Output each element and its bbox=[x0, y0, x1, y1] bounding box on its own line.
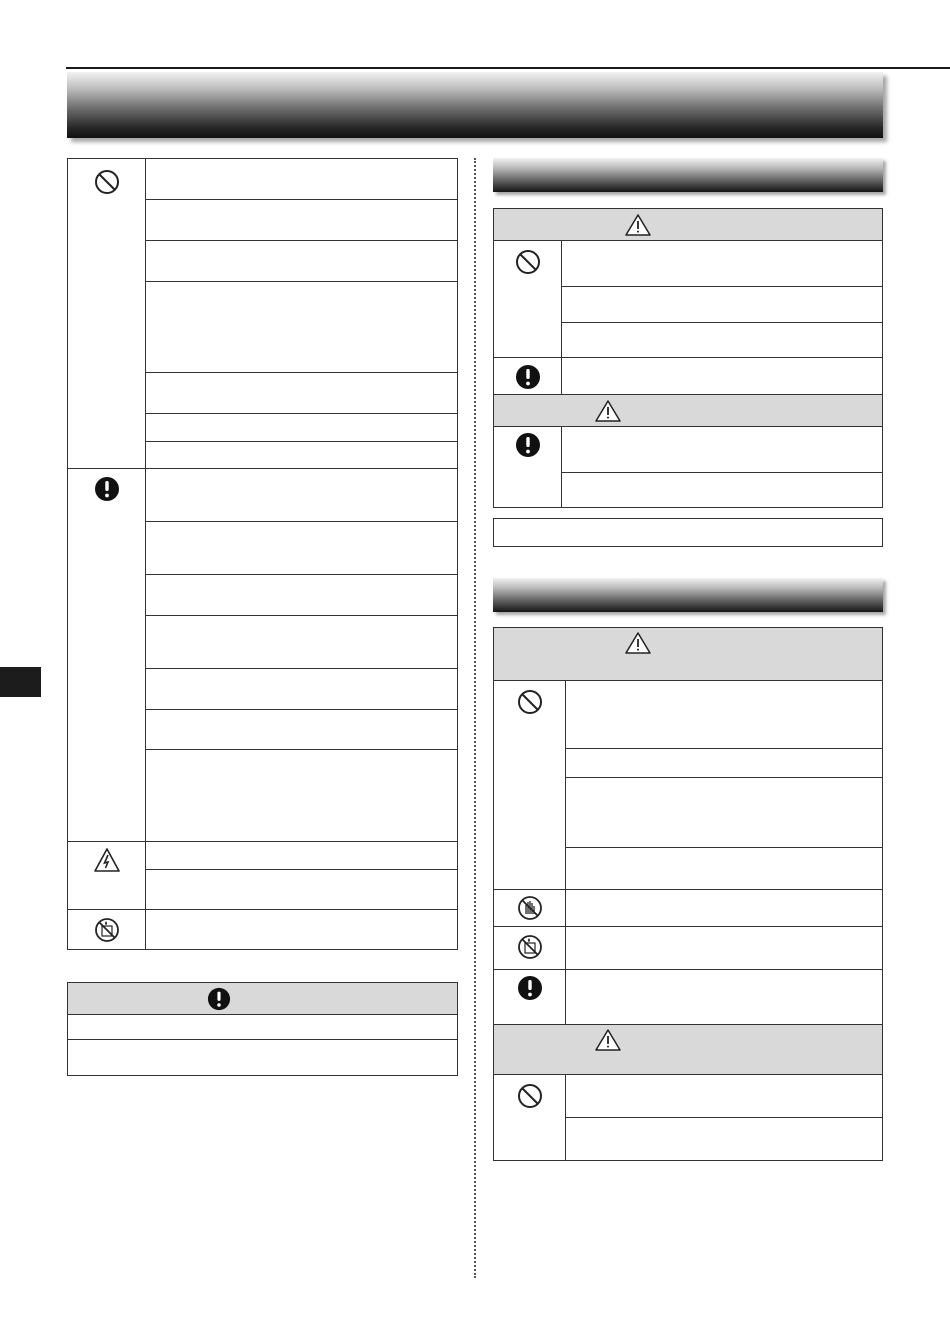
prohibition-circle-icon bbox=[517, 1083, 543, 1109]
warning-triangle-icon bbox=[625, 213, 651, 237]
icon-cell bbox=[494, 681, 566, 889]
table-row bbox=[146, 616, 457, 669]
prohibition-group bbox=[494, 241, 882, 358]
no-water-group bbox=[494, 927, 882, 970]
prohibition-circle-icon bbox=[517, 689, 543, 715]
no-water-group bbox=[68, 910, 457, 949]
prohibition-group bbox=[68, 159, 457, 469]
left-notice-table bbox=[67, 982, 458, 1076]
electric-shock-icon bbox=[94, 847, 120, 873]
table-row bbox=[146, 442, 457, 469]
exclamation-circle-icon bbox=[517, 975, 543, 1001]
table-row bbox=[146, 469, 457, 522]
table-row bbox=[566, 1118, 882, 1160]
icon-cell bbox=[494, 890, 566, 926]
table-row bbox=[566, 1075, 882, 1118]
table-row bbox=[562, 323, 882, 358]
right-table-2 bbox=[493, 627, 883, 1161]
mandatory-group bbox=[68, 469, 457, 842]
icon-cell bbox=[494, 927, 566, 969]
table-row bbox=[146, 414, 457, 442]
table-row bbox=[566, 681, 882, 749]
icon-cell bbox=[494, 1075, 566, 1160]
icon-cell bbox=[494, 970, 566, 1024]
caution-header bbox=[494, 1025, 882, 1075]
table-row bbox=[146, 575, 457, 616]
table-row bbox=[146, 710, 457, 750]
table-row bbox=[562, 473, 882, 507]
table-row bbox=[146, 522, 457, 575]
icon-cell bbox=[494, 241, 562, 357]
table-row bbox=[146, 200, 457, 241]
icon-cell bbox=[68, 469, 146, 841]
warning-triangle-icon bbox=[625, 631, 651, 655]
page-title-bar bbox=[67, 72, 883, 138]
caution-header bbox=[494, 395, 882, 427]
left-safety-table bbox=[67, 158, 458, 950]
no-wet-hands-icon bbox=[517, 895, 543, 921]
table-row bbox=[562, 287, 882, 323]
no-water-icon bbox=[517, 934, 543, 960]
icon-cell bbox=[68, 910, 146, 949]
chapter-tab bbox=[0, 667, 41, 697]
no-water-icon bbox=[94, 917, 120, 943]
right-table-1 bbox=[493, 208, 883, 508]
table-row bbox=[562, 241, 882, 287]
warning-triangle-icon bbox=[595, 399, 621, 423]
table-row bbox=[68, 1040, 457, 1075]
table-row bbox=[566, 749, 882, 778]
exclamation-circle-icon bbox=[515, 432, 541, 458]
table-row bbox=[146, 282, 457, 373]
top-rule bbox=[66, 67, 950, 69]
table-row bbox=[68, 1015, 457, 1040]
table-row bbox=[566, 848, 882, 890]
right-note-box bbox=[493, 518, 883, 547]
table-row bbox=[146, 842, 457, 870]
electric-group bbox=[68, 842, 457, 910]
mandatory-group bbox=[494, 427, 882, 507]
caution-header bbox=[494, 209, 882, 241]
exclamation-circle-icon bbox=[94, 476, 120, 502]
column-divider bbox=[474, 158, 476, 1278]
table-row bbox=[146, 159, 457, 200]
icon-cell bbox=[68, 159, 146, 468]
prohibition-group bbox=[494, 1075, 882, 1160]
section-heading-bar bbox=[493, 158, 883, 192]
icon-cell bbox=[494, 427, 562, 507]
exclamation-circle-icon bbox=[515, 364, 541, 390]
no-touch-group bbox=[494, 890, 882, 927]
prohibition-group bbox=[494, 681, 882, 890]
mandatory-group bbox=[494, 970, 882, 1025]
table-row bbox=[146, 241, 457, 282]
table-row bbox=[562, 427, 882, 473]
prohibition-circle-icon bbox=[94, 169, 120, 195]
mandatory-group bbox=[494, 358, 882, 395]
exclamation-circle-icon bbox=[207, 987, 231, 1011]
icon-cell bbox=[494, 358, 562, 394]
table-row bbox=[146, 750, 457, 842]
table-row bbox=[146, 373, 457, 414]
section-heading-bar bbox=[493, 578, 883, 612]
table-row bbox=[146, 669, 457, 710]
warning-triangle-icon bbox=[595, 1028, 621, 1052]
icon-cell bbox=[68, 842, 146, 909]
warning-header bbox=[494, 628, 882, 681]
prohibition-circle-icon bbox=[515, 249, 541, 275]
table-header bbox=[68, 983, 457, 1015]
table-row bbox=[146, 870, 457, 910]
table-row bbox=[146, 910, 457, 949]
table-row bbox=[566, 778, 882, 848]
